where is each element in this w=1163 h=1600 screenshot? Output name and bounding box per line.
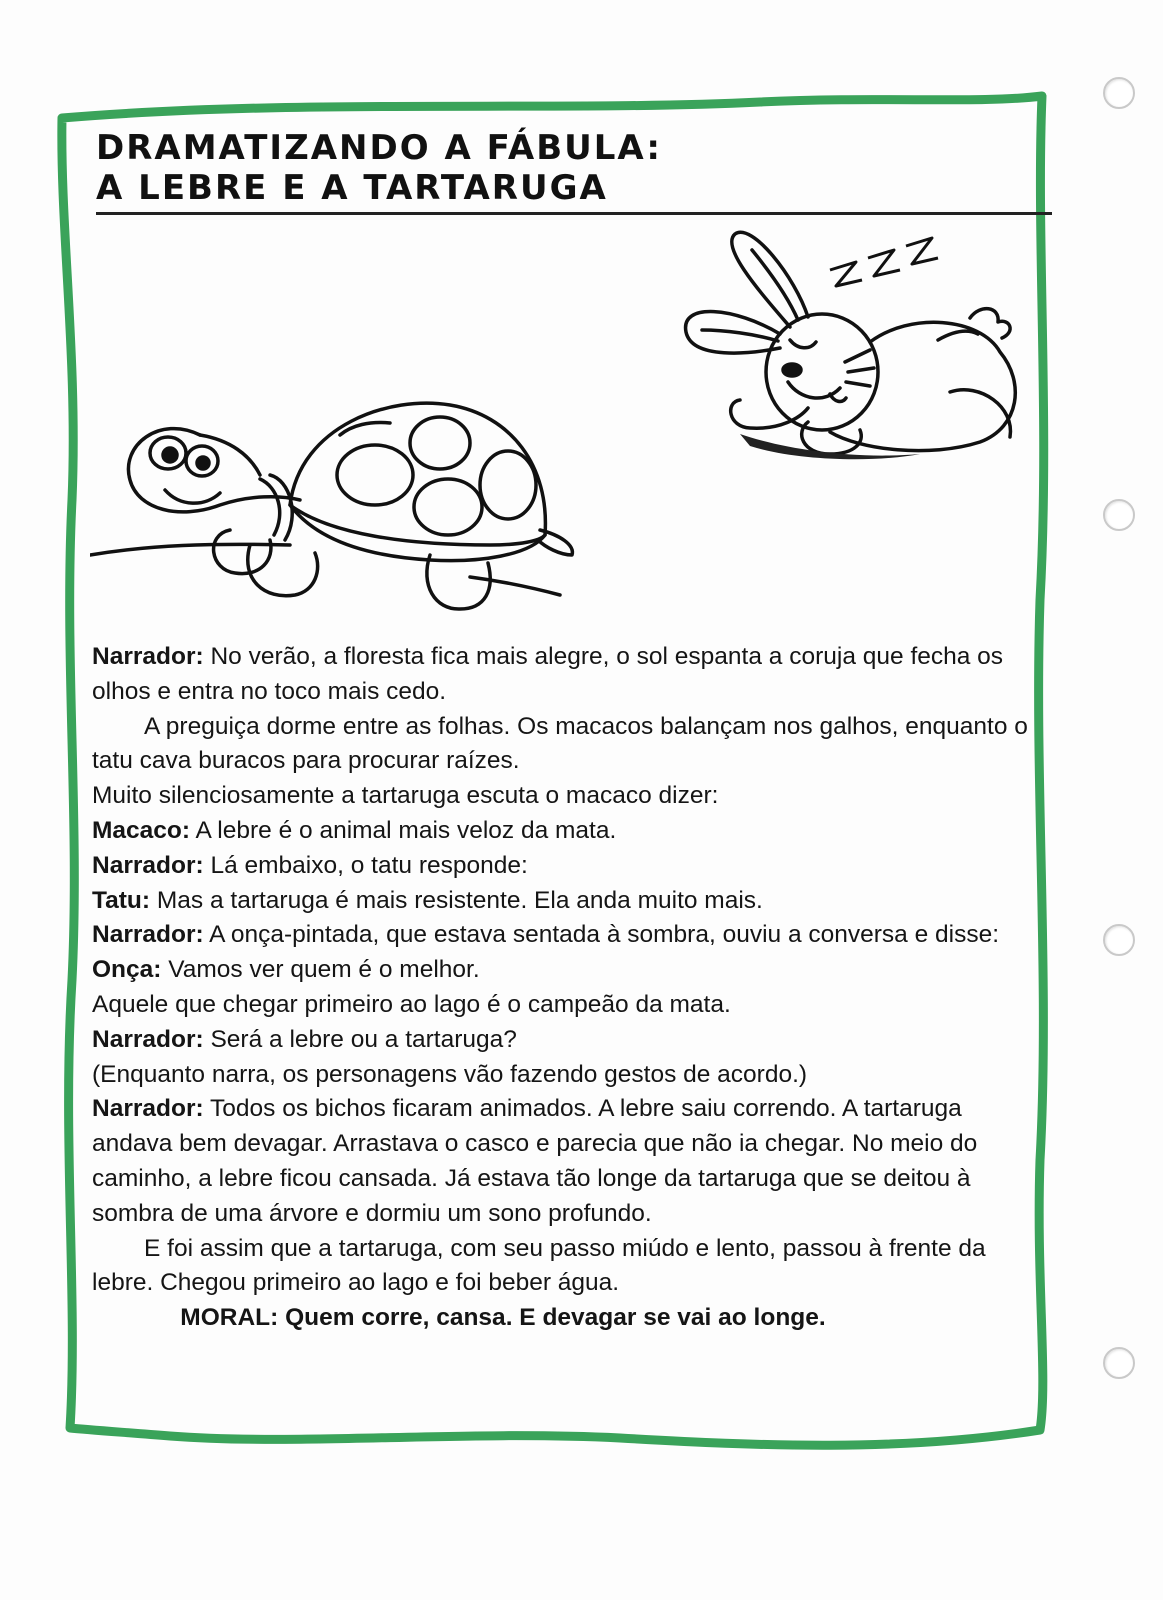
speaker-label: Narrador: — [92, 851, 204, 879]
line-text: Será a lebre ou a tartaruga? — [203, 1025, 517, 1053]
script-line — [92, 814, 1044, 849]
speaker-label: Onça: — [92, 956, 162, 984]
title-line-2: A LEBRE E A TARTARUGA — [96, 168, 608, 208]
line-text: Todos os bichos ficaram animados. A lebre saiu correndo. A tartaruga andava bem devagar. Arrastava o casco e parecia que não ia chegar. No meio do caminho, a lebre ficou cansada. Já estava tão longe da tartaruga que se deitou à sombra de uma árvore e dormiu um sono profundo. — [92, 1095, 978, 1227]
moral-line: MORAL: Quem corre, cansa. E devagar se vai ao longe. — [180, 1304, 826, 1332]
punch-hole-bottom — [1103, 1347, 1135, 1379]
line-text: (Enquanto narra, os personagens vão fazendo gestos de acordo.) — [92, 1060, 808, 1088]
speaker-label: Narrador: — [92, 921, 204, 949]
line-text: A onça-pintada, que estava sentada à sombra, ouviu a conversa e disse: — [203, 921, 1000, 949]
script-line — [92, 1232, 1044, 1302]
speaker-label: Narrador: — [92, 1095, 204, 1123]
smiling-turtle-illustration — [90, 395, 590, 625]
script-line — [92, 918, 1044, 953]
speaker-label: Narrador: — [92, 1025, 204, 1053]
script-line — [92, 1058, 1044, 1093]
script-line — [92, 640, 1044, 710]
script-line — [92, 710, 1044, 780]
fable-script-text — [92, 640, 1044, 1336]
line-text: A preguiça dorme entre as folhas. Os macacos balançam nos galhos, enquanto o tatu cava buracos para procurar raízes. — [92, 712, 1028, 775]
line-text: Lá embaixo, o tatu responde: — [203, 851, 528, 879]
script-line — [92, 884, 1044, 919]
line-text: No verão, a floresta fica mais alegre, o sol espanta a coruja que fecha os olhos e entra no toco mais cedo. — [92, 643, 1004, 705]
title-line-1: DRAMATIZANDO A FÁBULA: — [96, 128, 662, 168]
script-line — [92, 1092, 1044, 1231]
sleeping-hare-illustration — [680, 222, 1050, 472]
speaker-label: Narrador: — [92, 643, 204, 670]
line-text: Vamos ver quem é o melhor. — [161, 956, 480, 984]
speaker-label: Macaco: — [92, 816, 191, 844]
title-underline — [96, 212, 1052, 215]
punch-hole-lower-middle — [1103, 924, 1135, 956]
script-line — [92, 1023, 1044, 1058]
punch-hole-top — [1103, 77, 1135, 109]
script-line — [92, 849, 1044, 884]
punch-hole-upper-middle — [1103, 499, 1135, 531]
line-text: E foi assim que a tartaruga, com seu passo miúdo e lento, passou à frente da lebre. Chegou primeiro ao lago e foi beber água. — [92, 1234, 986, 1297]
script-line — [92, 953, 1044, 988]
page-title — [96, 128, 1046, 208]
line-text: Muito silenciosamente a tartaruga escuta o macaco dizer: — [92, 782, 719, 810]
script-line — [92, 779, 1044, 814]
line-text: Mas a tartaruga é mais resistente. Ela anda muito mais. — [150, 886, 763, 914]
speaker-label: Tatu: — [92, 886, 151, 914]
line-text: Aquele que chegar primeiro ao lago é o campeão da mata. — [92, 990, 731, 1018]
line-text: A lebre é o animal mais veloz da mata. — [190, 816, 617, 844]
script-line — [92, 988, 1044, 1023]
